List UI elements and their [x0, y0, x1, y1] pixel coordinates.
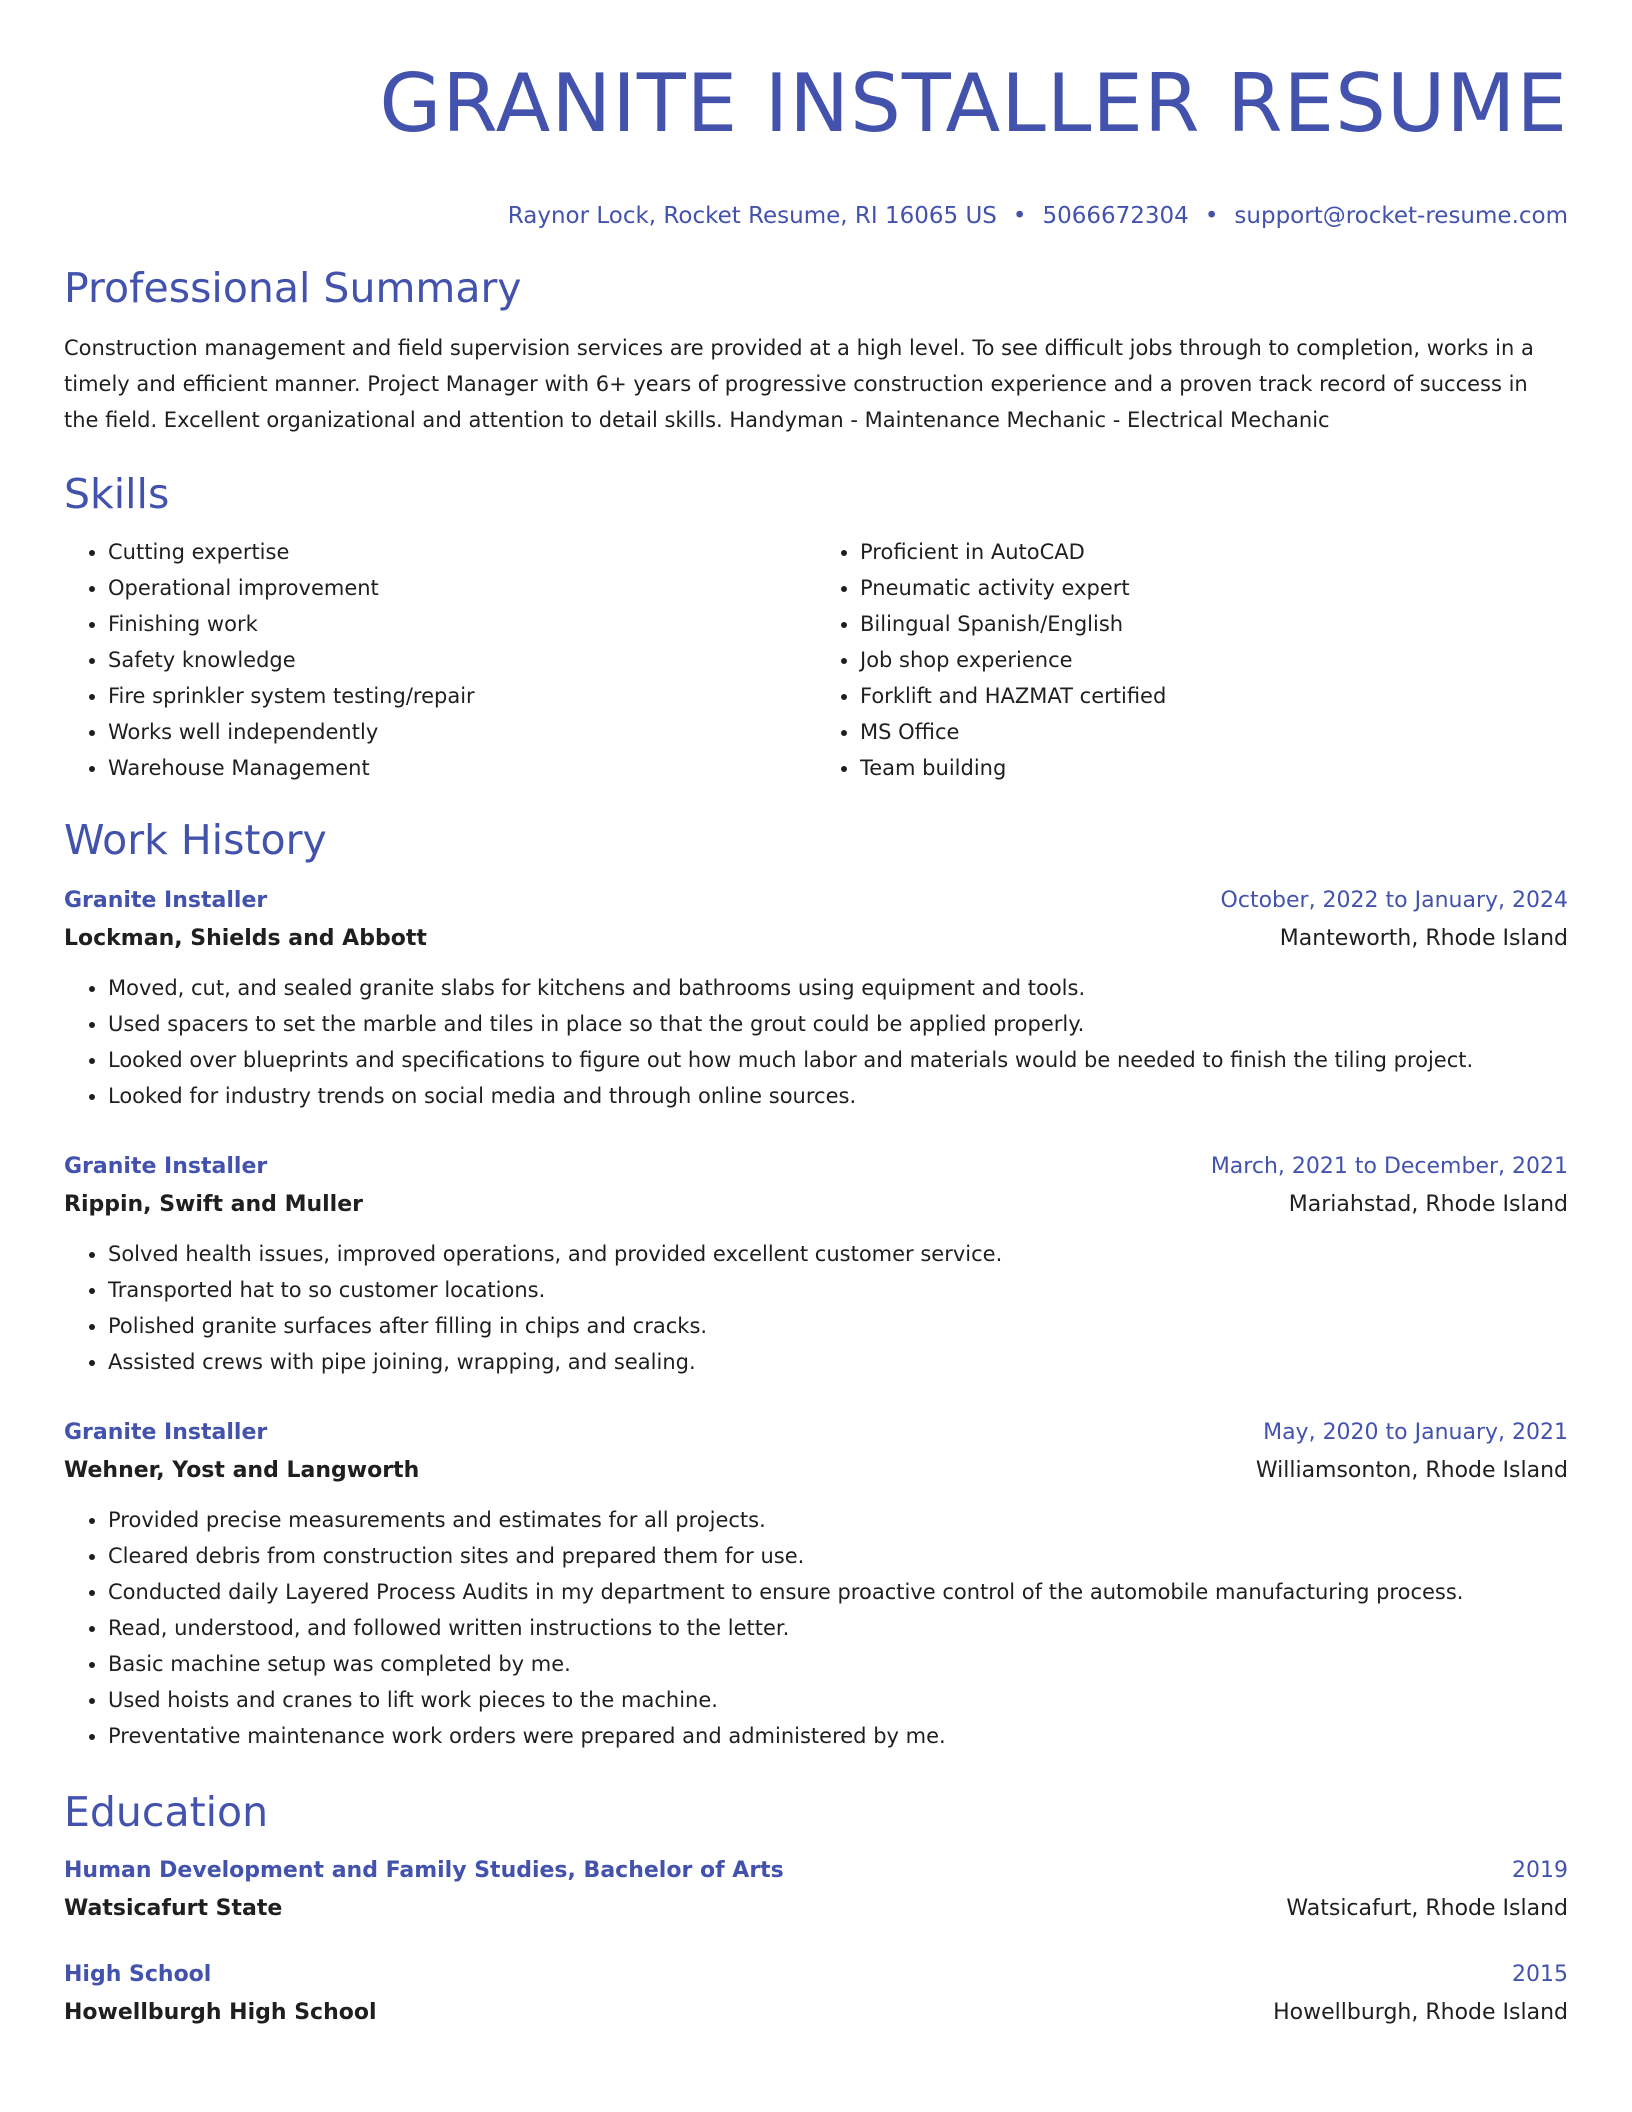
skill-item: • Warehouse Management: [108, 750, 816, 786]
job-duties-list: [64, 970, 1568, 1114]
section-heading-education: Education: [64, 1788, 269, 1836]
education-degree-row: [64, 1956, 1568, 1994]
job-company-row: [64, 1452, 1568, 1490]
skill-item: • Works well independently: [108, 714, 816, 750]
job-title-row: [64, 1414, 1568, 1452]
education-location: Howellburgh, Rhode Island: [1273, 2000, 1568, 2025]
contact-separator: •: [1204, 203, 1219, 229]
education-degree-row: [64, 1852, 1568, 1890]
job-company: Rippin, Swift and Muller: [64, 1192, 363, 1217]
skill-item: • Job shop experience: [860, 642, 1568, 678]
section-heading-skills: Skills: [64, 470, 170, 518]
job-duty: • Moved, cut, and sealed granite slabs for kitchens and bathrooms using equipment and tools.: [108, 970, 1568, 1006]
resume-title: GRANITE INSTALLER RESUME: [379, 57, 1568, 150]
job-duty: • Used hoists and cranes to lift work pieces to the machine.: [108, 1682, 1568, 1718]
skills-grid: [64, 534, 1568, 786]
education-entry: [64, 1852, 1568, 1928]
contact-separator: •: [1012, 203, 1027, 229]
education-school-row: [64, 1994, 1568, 2032]
education-degree: High School: [64, 1962, 212, 1987]
contact-email: support@rocket-resume.com: [1234, 203, 1568, 229]
job-duty: • Preventative maintenance work orders were prepared and administered by me.: [108, 1718, 1568, 1754]
education-degree: Human Development and Family Studies, Bachelor of Arts: [64, 1858, 784, 1883]
contact-line: [64, 200, 1568, 232]
contact-address: Raynor Lock, Rocket Resume, RI 16065 US: [507, 203, 997, 229]
job-title-row: [64, 1148, 1568, 1186]
skill-item: • Operational improvement: [108, 570, 816, 606]
work-history-section: [64, 812, 1568, 1754]
resume-header: [64, 48, 1568, 232]
skill-item: • MS Office: [860, 714, 1568, 750]
job-location: Williamsonton, Rhode Island: [1255, 1458, 1568, 1483]
job-duty: • Assisted crews with pipe joining, wrapping, and sealing.: [108, 1344, 1568, 1380]
skills-list-left: [64, 534, 816, 786]
skill-item: • Proficient in AutoCAD: [860, 534, 1568, 570]
education-school-row: [64, 1890, 1568, 1928]
job-duty: • Solved health issues, improved operations, and provided excellent customer service.: [108, 1236, 1568, 1272]
job-duties-list: [64, 1502, 1568, 1754]
summary-text: Construction management and field supervision services are provided at a high level. To see difficult jobs through to completion, works in a timely and efficient manner. Project Manager with 6+ years of progressive construction experience and a proven track record of success in the field. Excellent organizational and attention to detail skills. Handyman - Maintenance Mechanic - Electrical Mechanic: [64, 336, 1534, 432]
section-heading-summary: Professional Summary: [64, 264, 522, 312]
contact-phone: 5066672304: [1042, 203, 1189, 229]
job-role: Granite Installer: [64, 1420, 268, 1445]
job-role: Granite Installer: [64, 888, 268, 913]
job-location: Mariahstad, Rhode Island: [1288, 1192, 1568, 1217]
job-company: Lockman, Shields and Abbott: [64, 926, 427, 951]
job-location: Manteworth, Rhode Island: [1279, 926, 1568, 951]
skill-item: • Pneumatic activity expert: [860, 570, 1568, 606]
education-year: 2015: [1512, 1962, 1568, 1987]
education-location: Watsicafurt, Rhode Island: [1286, 1896, 1568, 1921]
skills-column-left: [64, 534, 816, 786]
education-school: Watsicafurt State: [64, 1896, 283, 1921]
education-year: 2019: [1512, 1858, 1568, 1883]
skill-item: • Bilingual Spanish/English: [860, 606, 1568, 642]
skill-item: • Team building: [860, 750, 1568, 786]
job-dates: March, 2021 to December, 2021: [1210, 1154, 1568, 1179]
job-duty: • Looked for industry trends on social media and through online sources.: [108, 1078, 1568, 1114]
job-duties-list: [64, 1236, 1568, 1380]
summary-section: [64, 260, 1568, 438]
skills-list-right: [816, 534, 1568, 786]
job-entry: [64, 1414, 1568, 1754]
job-dates: October, 2022 to January, 2024: [1220, 888, 1568, 913]
job-duty: • Looked over blueprints and specifications to figure out how much labor and materials would be needed to finish the tiling project.: [108, 1042, 1568, 1078]
job-company: Wehner, Yost and Langworth: [64, 1458, 420, 1483]
job-duty: • Conducted daily Layered Process Audits in my department to ensure proactive control of the automobile manufacturing process.: [108, 1574, 1568, 1610]
job-duty: • Transported hat to so customer locations.: [108, 1272, 1568, 1308]
skills-section: [64, 466, 1568, 786]
job-entry: [64, 1148, 1568, 1380]
education-section: [64, 1784, 1568, 2032]
skill-item: • Finishing work: [108, 606, 816, 642]
skills-column-right: [816, 534, 1568, 786]
job-company-row: [64, 920, 1568, 958]
job-duty: • Used spacers to set the marble and tiles in place so that the grout could be applied properly.: [108, 1006, 1568, 1042]
job-duty: • Read, understood, and followed written instructions to the letter.: [108, 1610, 1568, 1646]
skill-item: • Safety knowledge: [108, 642, 816, 678]
skill-item: • Forklift and HAZMAT certified: [860, 678, 1568, 714]
job-role: Granite Installer: [64, 1154, 268, 1179]
job-duty: • Basic machine setup was completed by me.: [108, 1646, 1568, 1682]
skill-item: • Cutting expertise: [108, 534, 816, 570]
job-entry: [64, 882, 1568, 1114]
job-duty: • Provided precise measurements and estimates for all projects.: [108, 1502, 1568, 1538]
education-entry: [64, 1956, 1568, 2032]
education-school: Howellburgh High School: [64, 2000, 377, 2025]
job-dates: May, 2020 to January, 2021: [1263, 1420, 1568, 1445]
skill-item: • Fire sprinkler system testing/repair: [108, 678, 816, 714]
job-company-row: [64, 1186, 1568, 1224]
section-heading-work-history: Work History: [64, 816, 327, 864]
job-duty: • Polished granite surfaces after filling in chips and cracks.: [108, 1308, 1568, 1344]
job-duty: • Cleared debris from construction sites and prepared them for use.: [108, 1538, 1568, 1574]
job-title-row: [64, 882, 1568, 920]
